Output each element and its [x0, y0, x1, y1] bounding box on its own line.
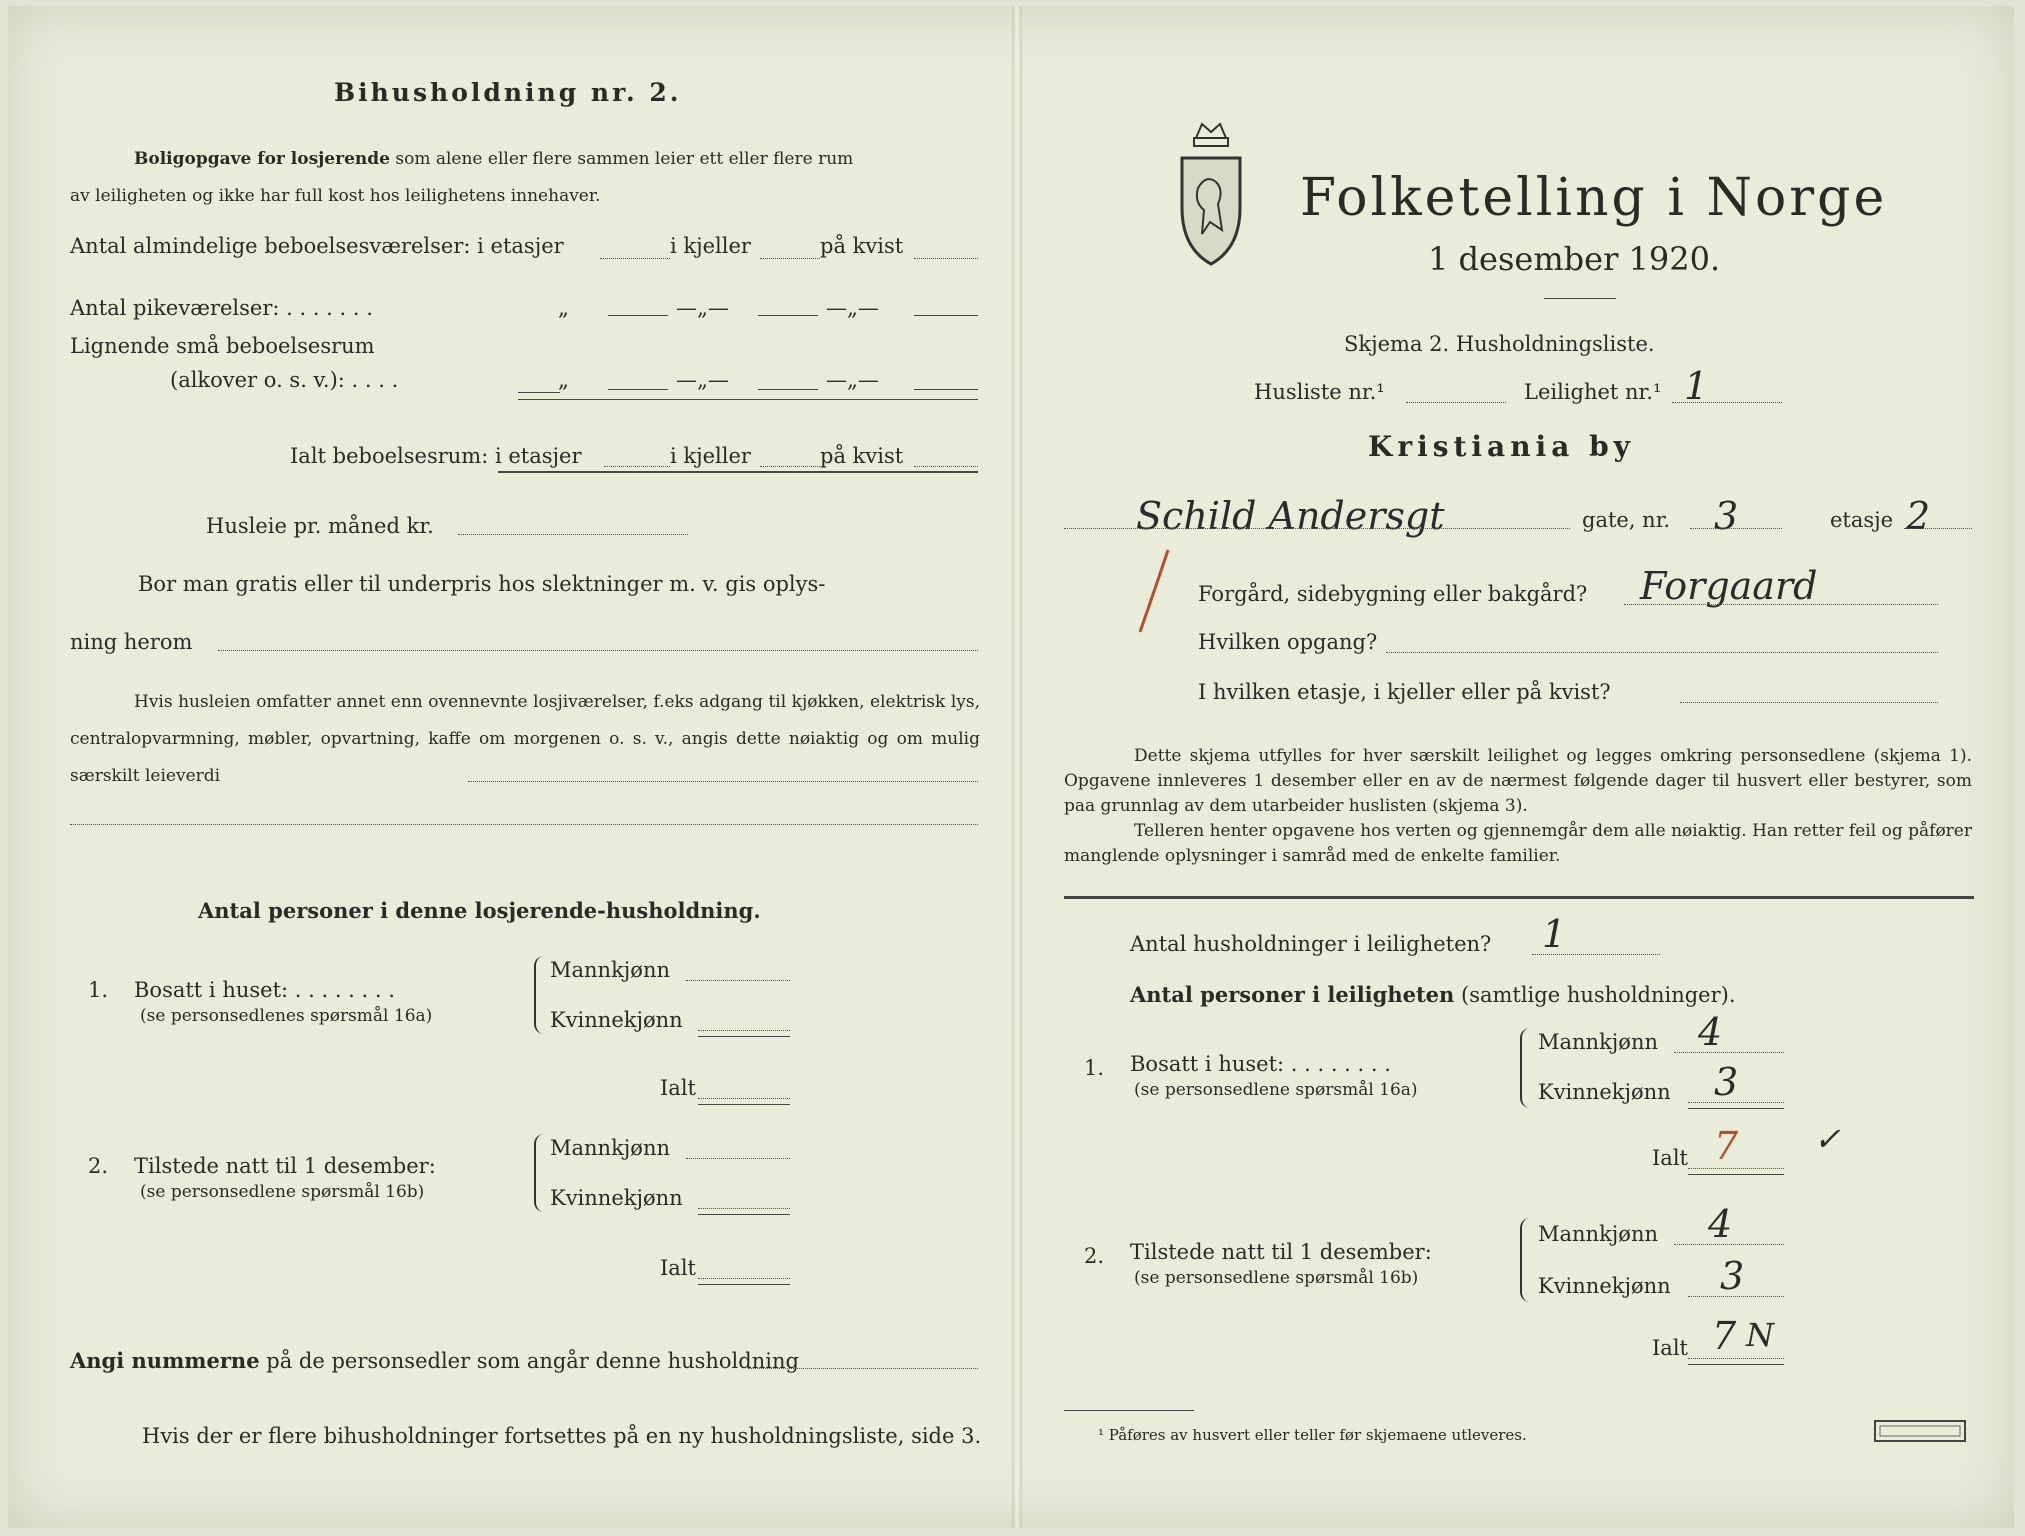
red-pencil-mark [1134, 546, 1174, 636]
bor-man-1: Bor man gratis eller til underpris hos slektninger m. v. gis oplys- [138, 572, 826, 596]
right-q2-kvinne-line [1688, 1296, 1784, 1297]
leilighet-value: 1 [1684, 364, 1709, 408]
left-q1-kvinne: Kvinnekjønn [550, 1008, 683, 1032]
left-title: Bihusholdning nr. 2. [334, 78, 682, 107]
gate-nr-line [1690, 528, 1782, 529]
pike-line3 [914, 315, 978, 316]
rooms-kvist: på kvist [820, 234, 904, 258]
left-q1-sub: (se personsedlenes spørsmål 16a) [140, 1006, 433, 1026]
antal-hush-value: 1 [1542, 912, 1567, 956]
left-q2-brace [534, 1134, 544, 1212]
right-q2-mann-line [1674, 1244, 1784, 1245]
pike-line1 [608, 315, 668, 316]
husleie-line [458, 534, 688, 535]
left-q2-mann-line [686, 1158, 790, 1159]
husliste-label: Husliste nr.¹ [1254, 380, 1385, 404]
opgang-line [1386, 652, 1938, 653]
antal-personer-bold: Antal personer i leiligheten [1130, 982, 1455, 1007]
instructions-rule [1064, 896, 1974, 899]
lignende-ditto: „ [558, 368, 569, 392]
opgang-label: Hvilken opgang? [1198, 630, 1378, 654]
printer-stamp-icon [1874, 1420, 1966, 1442]
footnote: ¹ Påføres av husvert eller teller før skjemaene utleveres. [1098, 1426, 1527, 1444]
right-q1-kvinne-line [1688, 1102, 1784, 1103]
left-q2-mann: Mannkjønn [550, 1136, 671, 1160]
rooms-etasjer-line [600, 258, 670, 259]
leilighet-line [1672, 402, 1782, 403]
left-q2-num: 2. [88, 1154, 109, 1178]
pike-ditto: „ [558, 296, 569, 320]
right-q2-ialt: Ialt [1652, 1336, 1688, 1360]
lignende-total-line [518, 399, 978, 400]
left-q1-kvinne-underline [698, 1036, 790, 1037]
right-q2-num: 2. [1084, 1244, 1105, 1268]
city: Kristiania by [1368, 430, 1635, 463]
right-q1-ialt-line [1688, 1168, 1784, 1169]
lignende-1: Lignende små beboelsesrum [70, 334, 375, 358]
left-q1-ialt-line [698, 1098, 790, 1099]
pike-dash1: —„— [676, 296, 729, 320]
right-q1-kvinne-underline [1688, 1108, 1784, 1109]
etasje-q-line [1680, 702, 1938, 703]
left-q1-ialt-underline [698, 1104, 790, 1105]
intro-line2: av leiligheten og ikke har full kost hos leilighetens innehaver. [70, 186, 601, 206]
left-q1-ialt: Ialt [660, 1076, 696, 1100]
instructions-1: Dette skjema utfylles for hver særskilt leilighet og legges omkring personsedlene (skjema 1). Opgavene innleveres 1 desember eller en av de nærmest følgende dager til husvert eller bestyrer, som paa grunnlag av dem utarbeider huslisten (skjema 3). [1064, 746, 1972, 816]
left-q2-kvinne: Kvinnekjønn [550, 1186, 683, 1210]
etasje-line [1904, 528, 1972, 529]
gate-label: gate, nr. [1582, 508, 1671, 532]
left-q2-ialt-line [698, 1278, 790, 1279]
antal-hush-label: Antal husholdninger i leiligheten? [1130, 932, 1492, 956]
right-q2-kvinne-value: 3 [1720, 1254, 1745, 1298]
right-q1-mann: Mannkjønn [1538, 1030, 1659, 1054]
left-q1-num: 1. [88, 978, 109, 1002]
left-q1-kvinne-line [698, 1030, 790, 1031]
left-q2-kvinne-underline [698, 1214, 790, 1215]
right-q2-ialt-underline [1688, 1364, 1784, 1365]
left-q1-label: Bosatt i huset: . . . . . . . . [134, 978, 395, 1002]
ialt-rooms-underline [498, 471, 978, 473]
gate-nr-value: 3 [1714, 494, 1739, 538]
pike-line2 [758, 315, 818, 316]
forgard-value: Forgaard [1640, 564, 1818, 608]
left-q2-ialt: Ialt [660, 1256, 696, 1280]
skjema: Skjema 2. Husholdningsliste. [1344, 332, 1655, 356]
left-q2-kvinne-line [698, 1208, 790, 1209]
lignende-line3 [914, 389, 978, 390]
left-footer: Hvis der er flere bihusholdninger fortsettes på en ny husholdningsliste, side 3. [142, 1424, 982, 1448]
forgard-label: Forgård, sidebygning eller bakgård? [1198, 582, 1588, 606]
right-q1-mann-line [1674, 1052, 1784, 1053]
ialt-kjeller: i kjeller [670, 444, 751, 468]
right-q2-brace [1520, 1218, 1530, 1302]
ialt-rooms-label: Ialt beboelsesrum: i etasjer [290, 444, 582, 468]
lignende-dash1: —„— [676, 368, 729, 392]
antal-heading: Antal personer i denne losjerende-husholdning. [198, 898, 761, 923]
right-q1-num: 1. [1084, 1056, 1105, 1080]
ialt-kvist-line [914, 466, 978, 467]
right-q2-ialt-value: 7 [1712, 1314, 1737, 1358]
right-q1-label: Bosatt i huset: . . . . . . . . [1130, 1052, 1391, 1076]
etasje-label: etasje [1830, 508, 1894, 532]
husleie-label: Husleie pr. måned kr. [206, 514, 434, 538]
pike-dash2: —„— [826, 296, 879, 320]
ialt-kvist: på kvist [820, 444, 904, 468]
left-q1-mann-line [686, 980, 790, 981]
intro-bold: Boligopgave for losjerende [134, 149, 390, 169]
rooms-kjeller: i kjeller [670, 234, 751, 258]
leieverdi-line2 [70, 824, 978, 825]
right-q2-ialt-check: N [1746, 1316, 1774, 1354]
intro-line1 [134, 149, 853, 169]
street-value: Schild Andersgt [1136, 494, 1445, 538]
ialt-etasjer-line [604, 466, 670, 467]
leieverdi-line [468, 781, 978, 782]
right-title: Folketelling i Norge [1300, 168, 1888, 228]
right-q1-ialt-value: 7 [1714, 1124, 1739, 1168]
etasje-value: 2 [1906, 494, 1931, 538]
angi-bold: Angi nummerne [70, 1348, 260, 1373]
left-q2-sub: (se personsedlene spørsmål 16b) [140, 1182, 425, 1202]
right-q1-ialt-check: ✓ [1814, 1120, 1841, 1158]
right-q2-ialt-line [1688, 1358, 1784, 1359]
lignende-dash2: —„— [826, 368, 879, 392]
bor-man-2: ning herom [70, 630, 193, 654]
right-q2-mann-value: 4 [1708, 1202, 1733, 1246]
rooms-kvist-line [914, 258, 978, 259]
antal-personer-rest: (samtlige husholdninger). [1461, 983, 1736, 1007]
right-q1-sub: (se personsedlene spørsmål 16a) [1134, 1080, 1418, 1100]
antal-personer-line [1130, 982, 1736, 1007]
right-q1-brace [1520, 1028, 1530, 1108]
left-q1-mann: Mannkjønn [550, 958, 671, 982]
street-line [1064, 528, 1570, 529]
instructions-2: Telleren henter opgavene hos verten og gjennemgår dem alle nøiaktig. Han retter feil og påfører manglende oplysninger i samråd med de enkelte familier. [1064, 821, 1972, 866]
right-q2-kvinne: Kvinnekjønn [1538, 1274, 1671, 1298]
rooms-label: Antal almindelige beboelsesværelser: i etasjer [70, 234, 564, 258]
lignende-2: (alkover o. s. v.): . . . . [170, 368, 399, 392]
right-q1-ialt-underline [1688, 1174, 1784, 1175]
lignende-line2 [758, 389, 818, 390]
footnote-rule [1064, 1410, 1194, 1411]
forgard-line [1624, 604, 1938, 605]
right-date: 1 desember 1920. [1428, 240, 1721, 278]
antal-hush-line [1532, 954, 1660, 955]
etasje-q: I hvilken etasje, i kjeller eller på kvist? [1198, 680, 1611, 704]
coat-of-arms-icon [1176, 118, 1246, 268]
right-q2-sub: (se personsedlene spørsmål 16b) [1134, 1268, 1419, 1288]
bor-man-line [218, 650, 978, 651]
left-q1-brace [534, 956, 544, 1034]
right-q1-mann-value: 4 [1698, 1010, 1723, 1054]
right-q1-kvinne: Kvinnekjønn [1538, 1080, 1671, 1104]
page-fold [1012, 6, 1022, 1528]
rooms-kjeller-line [760, 258, 820, 259]
ialt-kjeller-line [760, 466, 820, 467]
lignende-line0 [518, 392, 560, 393]
husliste-line [1406, 402, 1506, 403]
pike-label: Antal pikeværelser: . . . . . . . [70, 296, 373, 320]
left-q2-ialt-underline [698, 1284, 790, 1285]
angi-line [70, 1348, 799, 1373]
hvis-husleien: Hvis husleien omfatter annet enn ovennevnte losjiværelser, f.eks adgang til kjøkken, elektrisk lys, centralopvarmning, møbler, opvartning, kaffe om morgenen o. s. v., angis dette nøiaktig og om mulig særskilt leieverdi [70, 692, 980, 786]
census-sheet [8, 6, 2014, 1528]
left-q2-label: Tilstede natt til 1 desember: [134, 1154, 436, 1178]
right-q2-label: Tilstede natt til 1 desember: [1130, 1240, 1432, 1264]
leilighet-label: Leilighet nr.¹ [1524, 380, 1662, 404]
right-q2-mann: Mannkjønn [1538, 1222, 1659, 1246]
angi-line-dots [748, 1368, 978, 1369]
date-rule [1544, 298, 1616, 299]
angi-rest: på de personsedler som angår denne husholdning [266, 1349, 799, 1373]
right-q1-kvinne-value: 3 [1714, 1060, 1739, 1104]
intro-rest: som alene eller flere sammen leier ett eller flere rum [395, 149, 854, 169]
lignende-line1 [608, 389, 668, 390]
right-q1-ialt: Ialt [1652, 1146, 1688, 1170]
